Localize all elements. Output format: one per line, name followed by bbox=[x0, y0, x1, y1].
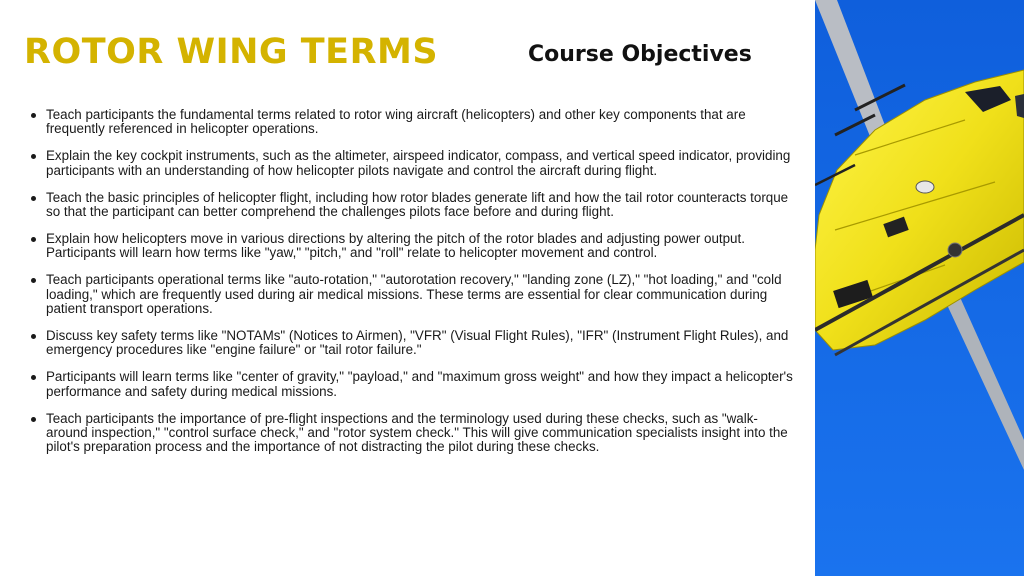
objective-item bbox=[30, 149, 798, 178]
objective-item bbox=[30, 232, 798, 261]
course-objectives-heading: Course Objectives bbox=[528, 42, 752, 67]
objective-text: Teach participants the importance of pre-flight inspections and the terminology used during these checks, such as "walk-around inspection," "control surface check," and "rotor system check." This will give communication specialists insight into the pilot's preparation process and the importance of not distracting the pilot during these checks. bbox=[46, 410, 788, 455]
objective-text: Participants will learn terms like "center of gravity," "payload," and "maximum gross weight" and how they impact a helicopter's performance and safety during medical missions. bbox=[46, 369, 793, 399]
beacon-light bbox=[916, 181, 934, 193]
objective-text: Explain how helicopters move in various directions by altering the pitch of the rotor blades and adjusting power output. Participants will learn how terms like "yaw," "pitch," and "roll" relate to helicopter movement and control. bbox=[46, 230, 745, 261]
bullet-icon bbox=[31, 417, 36, 422]
slide-title: ROTOR WING TERMS bbox=[24, 32, 439, 72]
objective-item bbox=[30, 370, 798, 399]
searchlight bbox=[948, 243, 962, 257]
bullet-icon bbox=[31, 154, 36, 159]
objective-text: Teach participants the fundamental terms related to rotor wing aircraft (helicopters) and other key components that are frequently referenced in helicopter operations. bbox=[46, 107, 746, 137]
objective-item bbox=[30, 273, 798, 316]
objective-text: Teach participants operational terms like "auto-rotation," "autorotation recovery," "landing zone (LZ)," "hot loading," and "cold loading," which are frequently used during air medical missions. These terms are essential for clear communication during patient transport operations. bbox=[46, 272, 782, 317]
objective-item bbox=[30, 329, 798, 358]
helicopter-photo bbox=[815, 0, 1024, 576]
helicopter-illustration bbox=[815, 0, 1024, 576]
objective-text: Explain the key cockpit instruments, such as the altimeter, airspeed indicator, compass, and vertical speed indicator, providing participants with an understanding of how helicopter pilots navigate and control the aircraft during flight. bbox=[46, 148, 791, 178]
objective-text: Discuss key safety terms like "NOTAMs" (Notices to Airmen), "VFR" (Visual Flight Rules), "IFR" (Instrument Flight Rules), and emergency procedures like "engine failure" or "tail rotor failure." bbox=[46, 327, 789, 358]
bullet-icon bbox=[31, 237, 36, 242]
bullet-icon bbox=[31, 334, 36, 339]
bullet-icon bbox=[31, 113, 36, 118]
objective-item bbox=[30, 108, 798, 137]
objectives-list bbox=[30, 108, 798, 467]
objective-text: Teach the basic principles of helicopter flight, including how rotor blades generate lift and how the tail rotor counteracts torque so that the participant can better comprehend the challenges pilots face before and during flight. bbox=[46, 189, 789, 220]
bullet-icon bbox=[31, 375, 36, 380]
objective-item bbox=[30, 191, 798, 220]
objective-item bbox=[30, 412, 798, 455]
bullet-icon bbox=[31, 278, 36, 283]
bullet-icon bbox=[31, 196, 36, 201]
